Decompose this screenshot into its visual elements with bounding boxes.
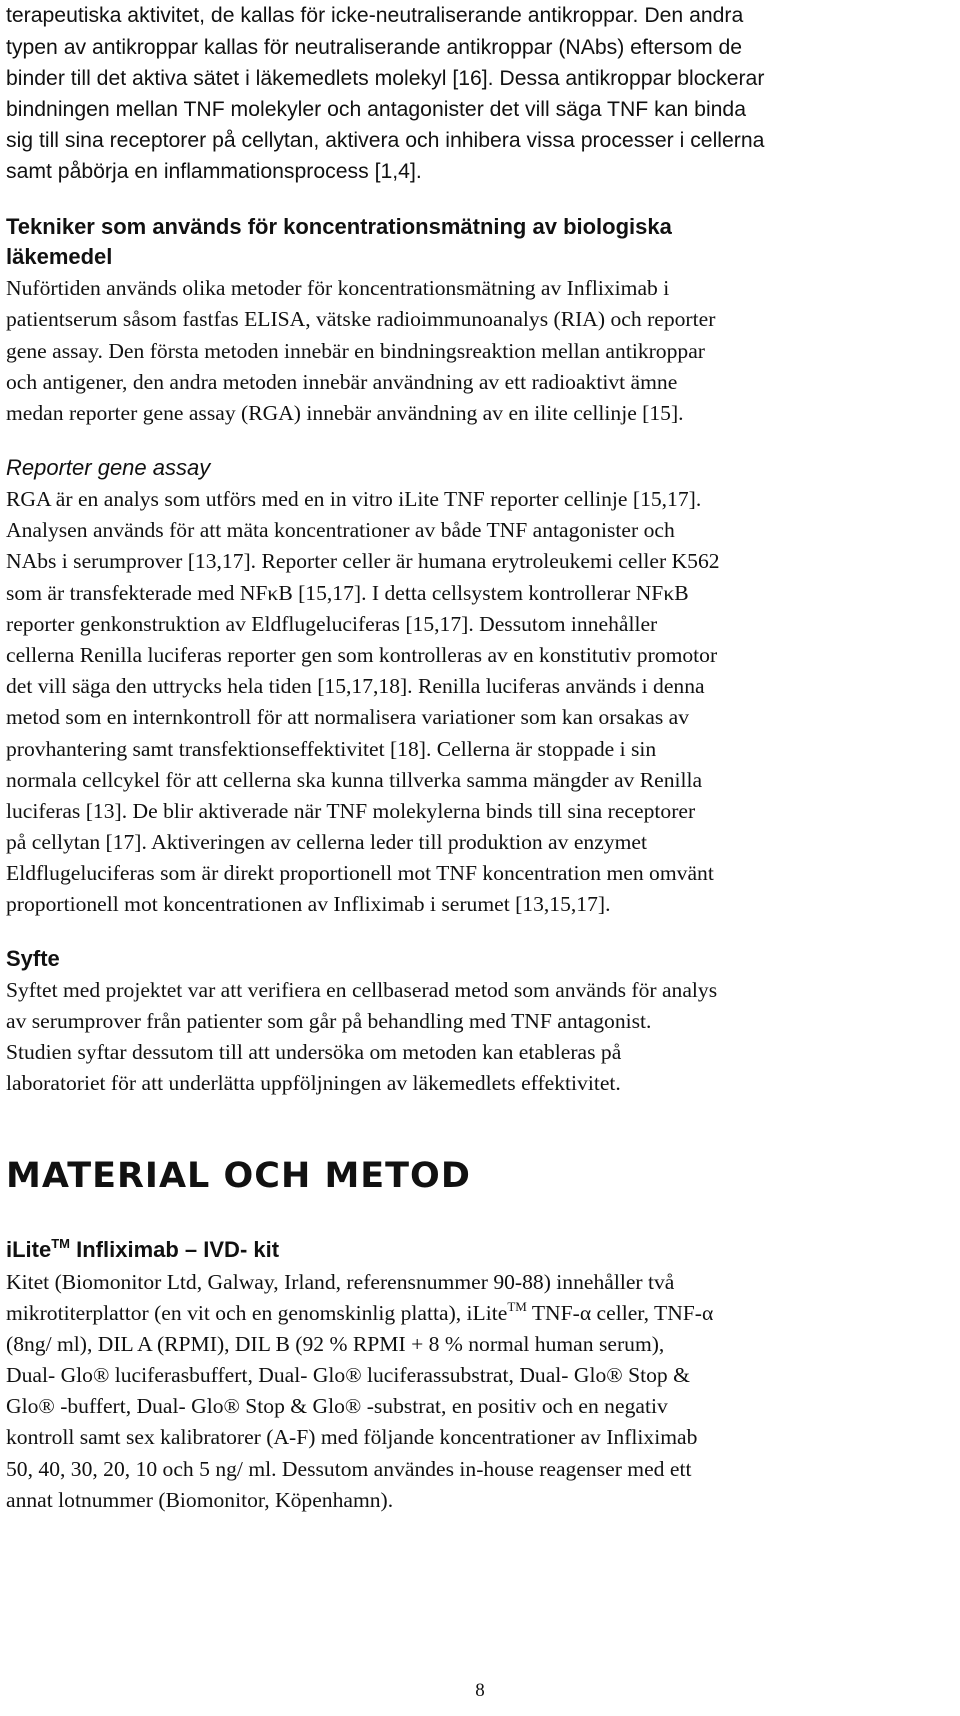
rga-line-1: RGA är en analys som utförs med en in vitro iLite TNF reporter cellinje [15,17]. [6,487,702,511]
rga-line-14: proportionell mot koncentrationen av Infliximab i serumet [13,15,17]. [6,892,611,916]
purpose-line-1: Syftet med projektet var att verifiera en cellbaserad metod som används för analys [6,978,718,1002]
intro-line-2: typen av antikroppar kallas för neutraliserande antikroppar (NAbs) eftersom de [6,36,743,59]
purpose-line-2: av serumprover från patienter som går på behandling med TNF antagonist. [6,1009,652,1033]
section-heading-techniques-2: läkemedel [6,244,113,269]
rga-line-8: metod som en internkontroll för att normalisera variationer som kan orsakas av [6,705,690,729]
rga-line-12: på cellytan [17]. Aktiveringen av cellerna leder till produktion av enzymet [6,830,647,854]
techniques-line-3: gene assay. Den första metoden innebär en bindningsreaktion mellan antikroppar [6,339,705,363]
intro-line-4: bindningen mellan TNF molekyler och antagonister det vill säga TNF kan binda [6,98,746,121]
rga-line-5: reporter genkonstruktion av Eldflugeluciferas [15,17]. Dessutom innehåller [6,612,658,636]
rga-line-7: det vill säga den uttrycks hela tiden [15,17,18]. Renilla luciferas används i denna [6,674,705,698]
rga-line-10: normala cellcykel för att cellerna ska kunna tillverka samma mängder av Renilla [6,768,703,792]
purpose-line-4: laboratoriet för att underlätta uppföljningen av läkemedlets effektivitet. [6,1071,621,1095]
chapter-heading: MATERIAL OCH METOD [6,1156,471,1196]
method-line-7: 50, 40, 30, 20, 10 och 5 ng/ ml. Dessutom användes in-house reagenser med ett [6,1457,692,1481]
page-number: 8 [475,1680,485,1701]
method-line-6: kontroll samt sex kalibratorer (A-F) med följande koncentrationer av Infliximab [6,1425,698,1449]
section-heading-techniques-1: Tekniker som används för koncentrationsmätning av biologiska [6,214,672,239]
rga-line-3: NAbs i serumprover [13,17]. Reporter celler är humana erytroleukemi celler K562 [6,549,720,573]
intro-line-6: samt påbörja en inflammationsprocess [1,4]. [6,160,422,183]
method-line-2: mikrotiterplattor (en vit och en genomskinlig platta), iLite™ TNF-α celler, TNF-α [6,1299,714,1325]
rga-line-13: Eldflugeluciferas som är direkt proportionell mot TNF koncentration men omvänt [6,861,714,885]
intro-line-5: sig till sina receptorer på cellytan, aktivera och inhibera vissa processer i cellerna [6,129,765,152]
section-heading-purpose: Syfte [6,946,60,971]
section-heading-rga: Reporter gene assay [6,455,211,480]
method-line-3: (8ng/ ml), DIL A (RPMI), DIL B (92 % RPMI + 8 % normal human serum), [6,1332,665,1356]
method-line-5: Glo® -buffert, Dual- Glo® Stop & Glo® -substrat, en positiv och en negativ [6,1394,668,1418]
method-line-1: Kitet (Biomonitor Ltd, Galway, Irland, referensnummer 90-88) innehåller två [6,1270,675,1294]
method-line-8: annat lotnummer (Biomonitor, Köpenhamn). [6,1488,394,1512]
method-line-4: Dual- Glo® luciferasbuffert, Dual- Glo® luciferassubstrat, Dual- Glo® Stop & [6,1363,690,1387]
purpose-line-3: Studien syftar dessutom till att undersöka om metoden kan etableras på [6,1040,622,1064]
rga-line-11: luciferas [13]. De blir aktiverade när TNF molekylerna binds till sina receptorer [6,799,696,823]
techniques-line-2: patientserum såsom fastfas ELISA, vätske radioimmunoanalys (RIA) och reporter [6,307,716,331]
techniques-line-5: medan reporter gene assay (RGA) innebär användning av en ilite cellinje [15]. [6,401,684,425]
rga-line-4: som är transfekterade med NFκB [15,17]. I detta cellsystem kontrollerar NFκB [6,581,689,605]
techniques-line-4: och antigener, den andra metoden innebär användning av ett radioaktivt ämne [6,370,678,394]
intro-line-1: terapeutiska aktivitet, de kallas för icke-neutraliserande antikroppar. Den andra [6,4,744,27]
rga-line-6: cellerna Renilla luciferas reporter gen som kontrolleras av en konstitutiv promotor [6,643,718,667]
intro-line-3: binder till det aktiva sätet i läkemedlets molekyl [16]. Dessa antikroppar blockerar [6,67,765,90]
techniques-line-1: Nuförtiden används olika metoder för koncentrationsmätning av Infliximab i [6,276,670,300]
kit-heading: iLite™ Infliximab – IVD- kit [6,1236,280,1262]
rga-line-2: Analysen används för att mäta koncentrationer av både TNF antagonister och [6,518,675,542]
rga-line-9: provhantering samt transfektionseffektivitet [18]. Cellerna är stoppade i sin [6,737,657,761]
